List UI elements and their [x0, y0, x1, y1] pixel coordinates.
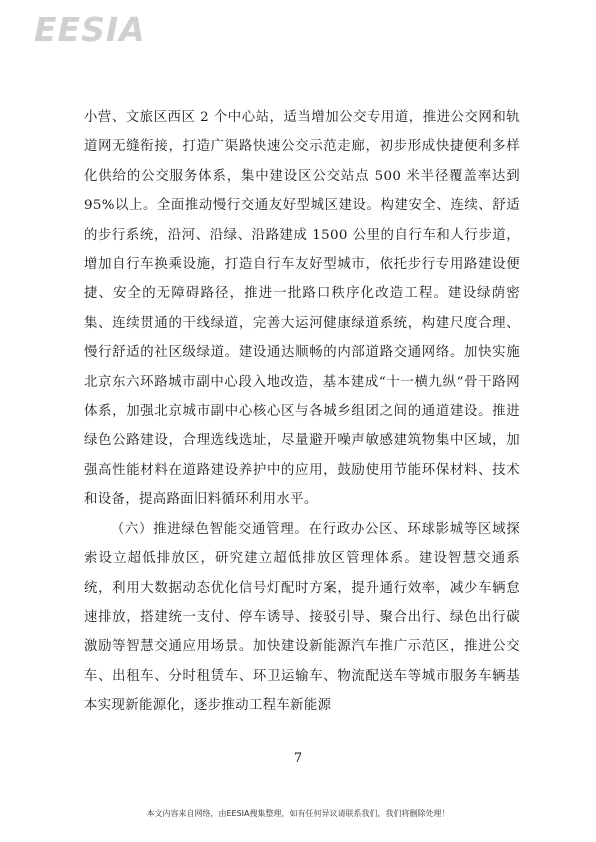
footer-disclaimer: 本文内容来自网络，由EESIA搜集整理，如有任何异议请联系我们，我们将删除处理！ — [146, 809, 450, 818]
page-number: 7 — [293, 751, 303, 766]
document-body — [84, 103, 520, 721]
paragraph: （六）推进绿色智能交通管理。在行政办公区、环球影城等区域探索设立超低排放区，研究建立超低排放区管理体系。建设智慧交通系统，利用大数据动态优化信号灯配时方案，提升通行效率，减少车辆怠速排放，搭建统一支付、停车诱导、接驳引导、聚合出行、绿色出行碳激励等智慧交通应用场景。加快建设新能源汽车推广示范区，推进公交车、出租车、分时租赁车、环卫运输车、物流配送车等城市服务车辆基本实现新能源化，逐步推动工程车新能源 — [84, 521, 520, 714]
eesia-logo: EESIA — [34, 10, 146, 49]
paragraph: 小营、文旅区西区 2 个中心站，适当增加公交专用道，推进公交网和轨道网无缝衔接，打造广渠路快速公交示范走廊，初步形成快捷便利多样化供给的公交服务体系，集中建设区公交站点 500 米半径覆盖率达到 95%以上。全面推动慢行交通友好型城区建设。构建安全、连续、舒适的步行系统，沿河、沿绿、沿路建成 1500 公里的自行车和人行步道，增加自行车换乘设施，打造自行车友好型城市，依托步行专用路建设便捷、安全的无障碍路径，推进一批路口秩序化改造工程。建设绿荫密集、连续贯通的干线绿道，完善大运河健康绿道系统，构建尺度合理、慢行舒适的社区级绿道。建设通达顺畅的内部道路交通网络。加快实施北京东六环路城市副中心段入地改造，基本建成“十一横九纵”骨干路网体系，加强北京城市副中心核心区与各城乡组团之间的通道建设。推进绿色公路建设，合理选线选址，尽量避开噪声敏感建筑物集中区域，加强高性能材料在道路建设养护中的应用，鼓励使用节能环保材料、技术和设备，提高路面旧料循环利用水平。 — [84, 110, 520, 508]
